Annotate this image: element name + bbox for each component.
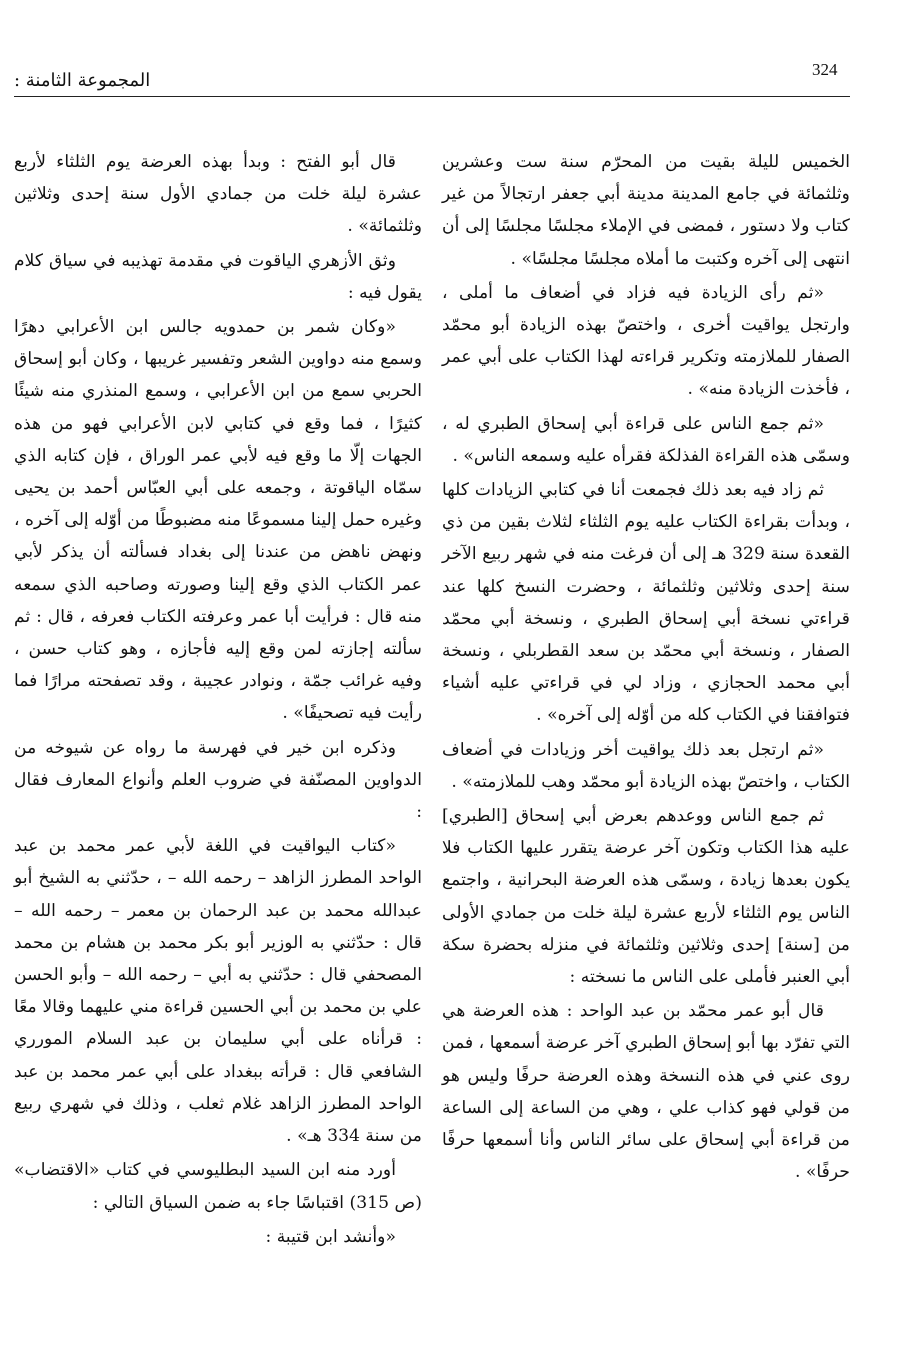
paragraph: وذكره ابن خير في فهرسة ما رواه عن شيوخه من الدواوين المصنّفة في ضروب العلم وأنواع المعارف فقال : [14, 737, 422, 823]
header-rule [14, 96, 850, 97]
page-number: 324 [812, 60, 838, 79]
paragraph: الخميس لليلة بقيت من المحرّم سنة ست وعشرين وثلثمائة في جامع المدينة مدينة أبي جعفر ارتجالاً من غير كتاب ولا دستور ، فمضى في الإملاء مجلسًا مجلسًا إلى أن انتهى إلى آخره وكتبت ما أملاه مجلسًا مجلسًا» . [442, 152, 850, 269]
paragraph: وثق الأزهري الياقوت في مقدمة تهذيبه في سياق كلام يقول فيه : [14, 250, 422, 303]
paragraph: «كتاب اليواقيت في اللغة لأبي عمر محمد بن عبد الواحد المطرز الزاهد – رحمه الله – ، حدّثني به الشيخ أبو عبدالله محمد بن عبد الرحمان بن معمر – رحمه الله – قال : حدّثني به الوزير أبو بكر محمد بن هشام بن محمد المصحفي قال : حدّثني به أبي – رحمه الله – وأبو الحسن علي بن محمد بن أبي الحسين قراءة مني عليهما وقالا معًا : قرأناه على أبي سليمان بن عبد السلام المورري الشافعي قال : قرأته ببغداد على أبي عمر محمد بن عبد الواحد المطرز الزاهد غلام ثعلب ، وذلك في شهري ربيع من سنة 334 هـ» . [14, 836, 422, 1147]
paragraph: «ثم جمع الناس على قراءة أبي إسحاق الطبري له ، وسمّى هذه القراءة الفذلكة فقرأه عليه وسمعه الناس» . [442, 413, 850, 466]
running-header: المجموعة الثامنة : [14, 70, 151, 91]
paragraph: «وكان شمر بن حمدويه جالس ابن الأعرابي دهرًا وسمع منه دواوين الشعر وتفسير غريبها ، وكان أبو إسحاق الحربي سمع من ابن الأعرابي ، وسمع المنذري منه شيئًا كثيرًا ، فما وقع في كتابي لابن الأعرابي فهو من هذه الجهات إلّا ما وقع فيه لأبي عمر الوراق ، فإن كتابه الذي سمّاه الياقوتة ، وجمعه على أبي العبّاس أحمد بن يحيى وغيره حمل إلينا مسموعًا منه مضبوطًا من أوّله إلى آخره ، ونهض ناهض من عندنا إلى بغداد فسألته أن يذكر لأبي عمر الكتاب الذي وقع إلينا وصورته وصاحبه الذي سمعه منه قال : فرأيت أبا عمر وعرفته الكتاب فعرفه ، قال : ثم سألته إجازته لمن وقع إليه فأجازه ، وهو كتاب حسن ، وفيه غرائب جمّة ، ونوادر عجيبة ، وقد تصفحته مرارًا فما رأيت فيه تصحيفًا» . [14, 317, 422, 724]
right-column [442, 146, 850, 1191]
paragraph: «ثم رأى الزيادة فيه فزاد في أضعاف ما أملى ، وارتجل يواقيت أخرى ، واختصّ بهذه الزيادة أبو محمّد الصفار للملازمته وتكرير قراءته لهذا الكتاب على أبي عمر ، فأخذت الزيادة منه» . [442, 282, 850, 400]
paragraph: «وأنشد ابن قتيبة : [265, 1226, 396, 1247]
paragraph: قال أبو عمر محمّد بن عبد الواحد : هذه العرضة هي التي تفرّد بها أبو إسحاق الطبري آخر عرضة أسمعها ، فمن روى عني في هذه النسخة وهذه العرضة حرفًا وليس هو من قولي فهو كذاب علي ، وهي من الساعة إلى الساعة من قراءة أبي إسحاق على سائر الناس وأنا أسمعها حرفًا حرفًا» . [441, 1001, 850, 1183]
paragraph: ثم زاد فيه بعد ذلك فجمعت أنا في كتابي الزيادات كلها ، وبدأت بقراءة الكتاب عليه يوم الثلثاء لثلاث بقين من ذي القعدة سنة 329 هـ إلى أن فرغت منه في شهر ربيع الآخر سنة إحدى وثلاثين وثلثمائة ، وحضرت النسخ كلها عند قراءتي نسخة أبي إسحاق الطبري ، ونسخة أبي محمّد الصفار ، ونسخة أبي محمّد بن سعد القطربلي ، ونسخة أبي محمد الحجازي ، وزاد لي في قراءتي عليه أشياء فتوافقنا في الكتاب كله من أوّله إلى آخره» . [442, 480, 850, 726]
paragraph: «ثم ارتجل بعد ذلك يواقيت أخر وزيادات في أضعاف الكتاب ، واختصّ بهذه الزيادة أبو محمّد وهب للملازمته» . [442, 739, 850, 792]
left-column [14, 146, 422, 1255]
paragraph: ثم جمع الناس ووعدهم بعرض أبي إسحاق [الطبري] عليه هذا الكتاب وتكون آخر عرضة يتقرر عليها الكتاب فلا يكون بعدها زيادة ، وسمّى هذه العرضة البحرانية ، واجتمع الناس يوم الثلثاء لأربع عشرة ليلة خلت من جمادي الأولى من [سنة] إحدى وثلاثين وثلثمائة في منزله بحضرة سكة أبي العنبر فأملى على الناس ما نسخته : [442, 806, 850, 988]
paragraph: أورد منه ابن السيد البطليوسي في كتاب «الاقتضاب» (ص 315) اقتباسًا جاء به ضمن السياق التالي : [14, 1160, 422, 1213]
paragraph: قال أبو الفتح : وبدأ بهذه العرضة يوم الثلثاء لأربع عشرة ليلة خلت من جمادي الأول سنة إحدى وثلاثين وثلثمائة» . [14, 152, 422, 237]
